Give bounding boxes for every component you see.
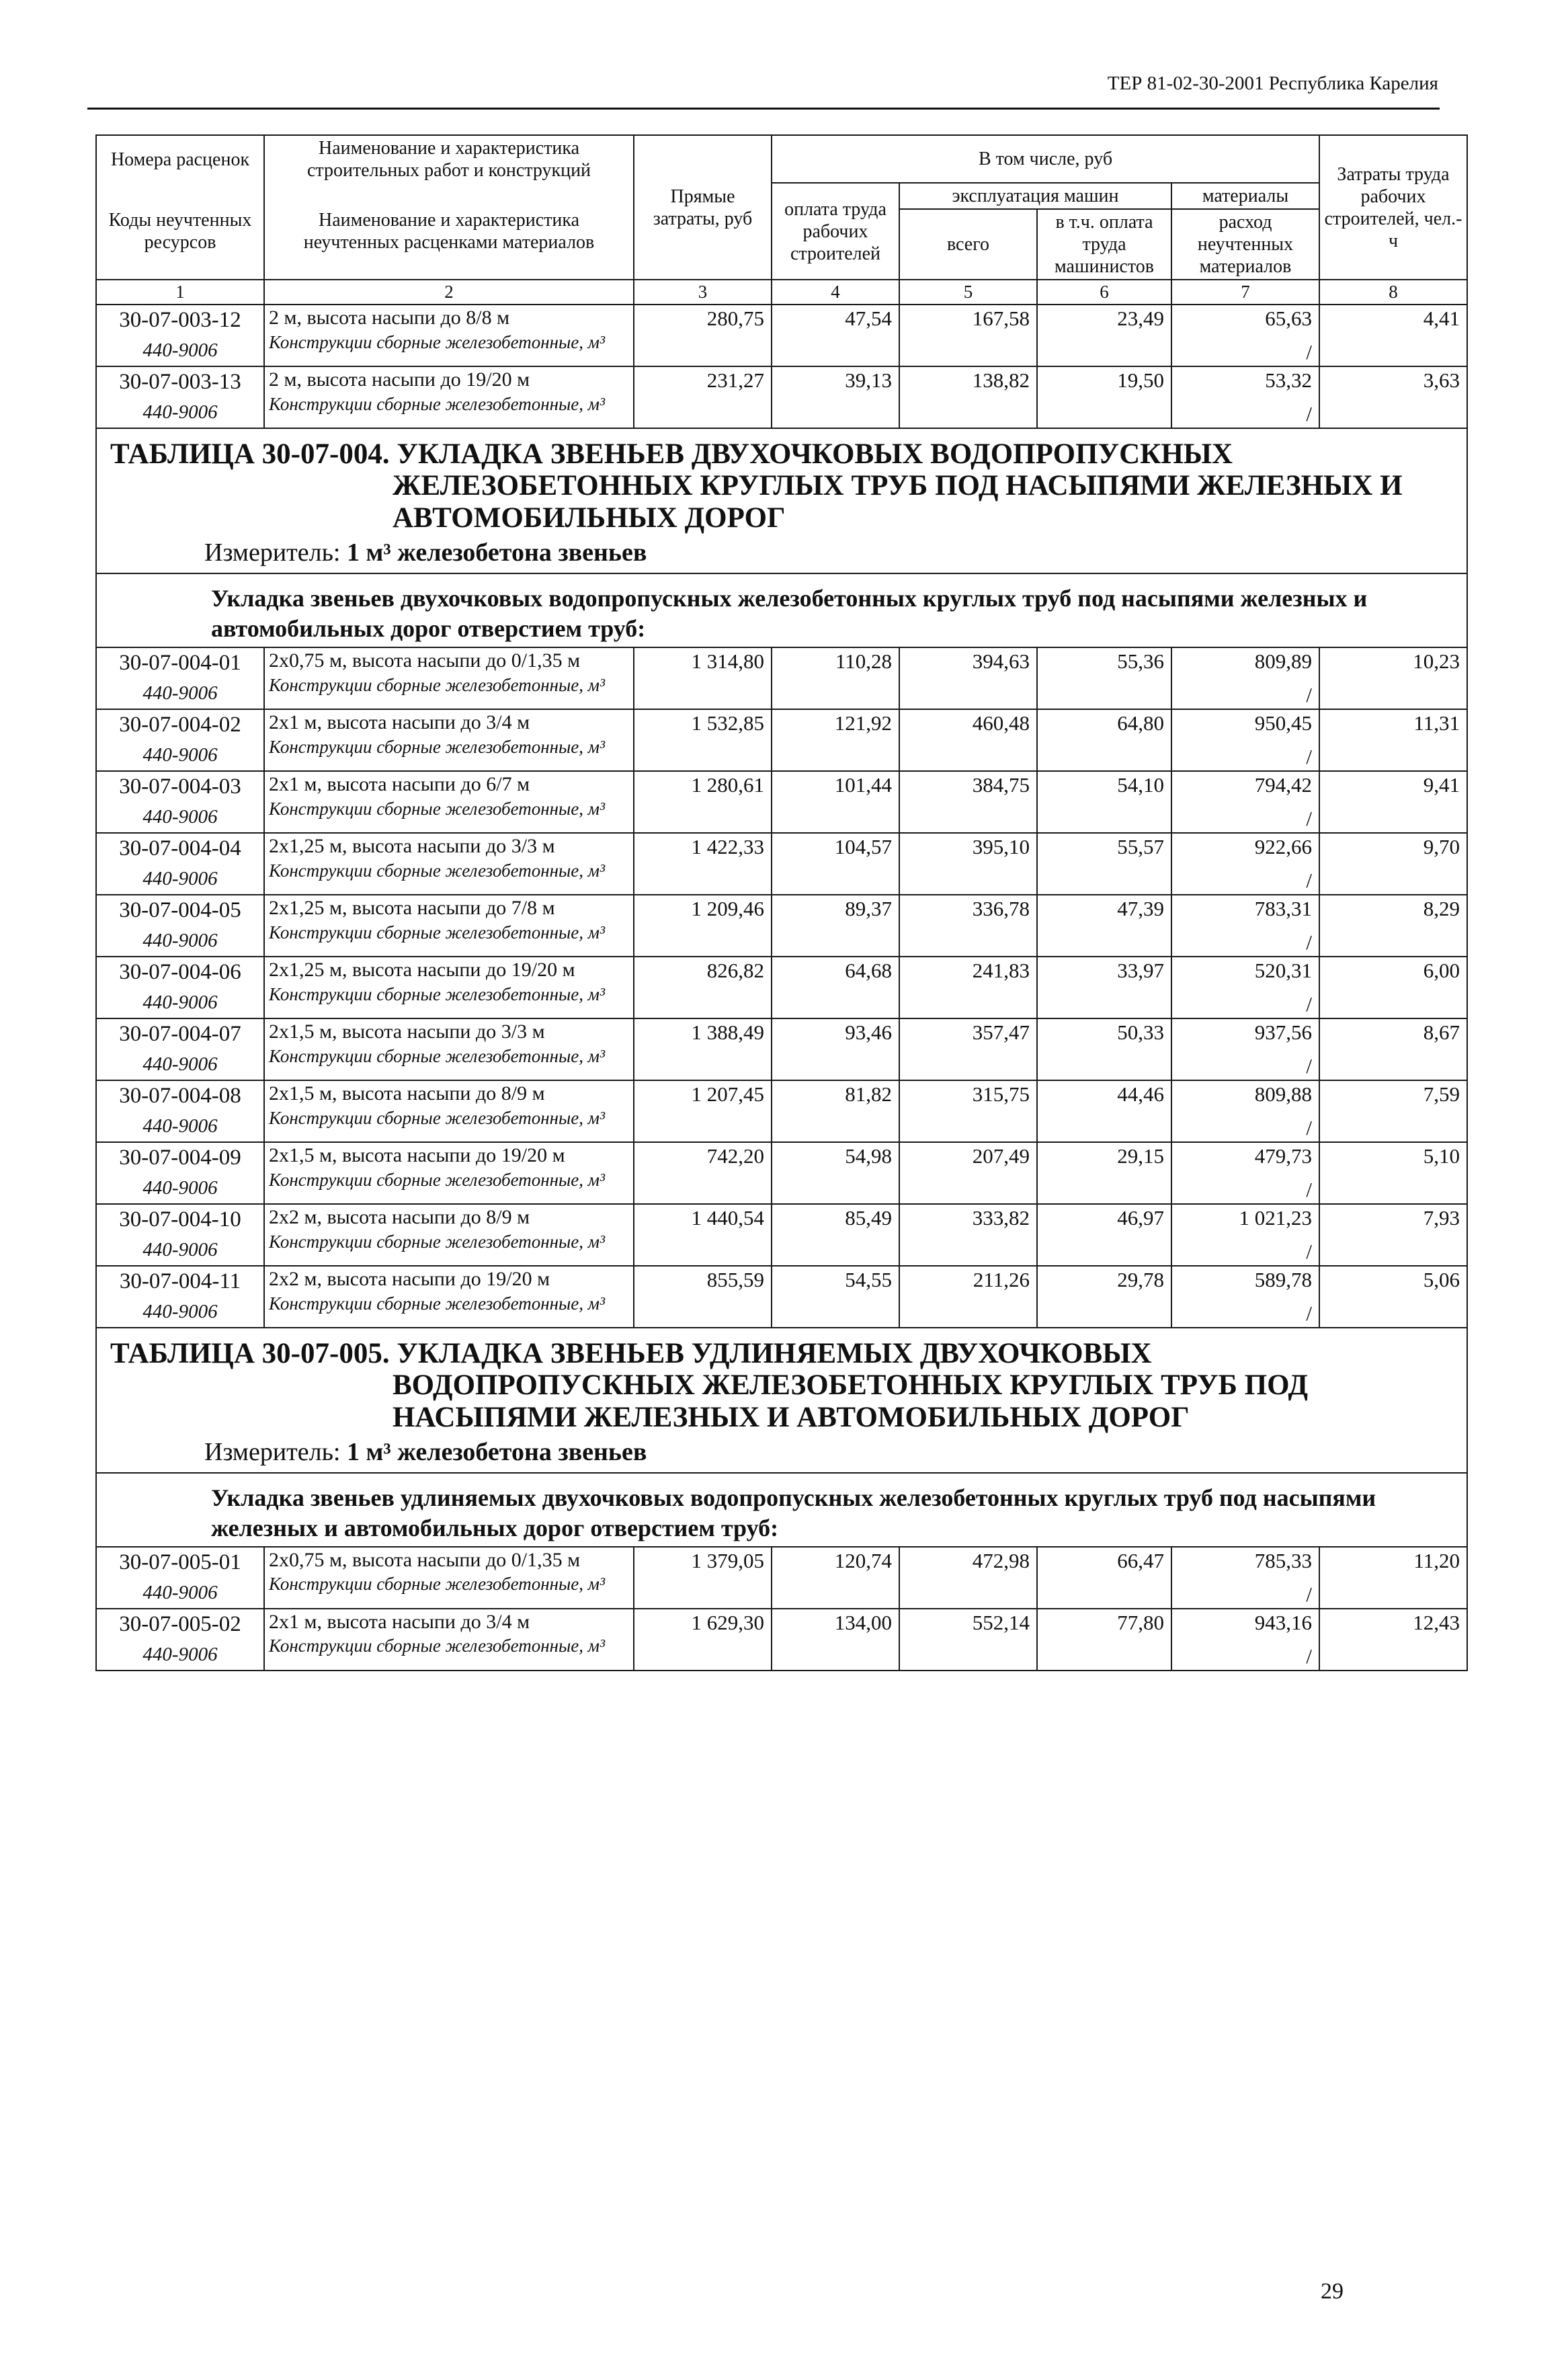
value-labor: 93,46 bbox=[772, 1018, 899, 1080]
work-cell bbox=[264, 1080, 634, 1142]
material-code: 440-9006 bbox=[142, 1053, 218, 1076]
work-cell bbox=[264, 957, 634, 1018]
value-hours: 9,41 bbox=[1319, 771, 1467, 833]
value-mat: 65,63 bbox=[1265, 307, 1313, 331]
material-code: 440-9006 bbox=[142, 1239, 218, 1261]
rate-code: 30-07-004-03 bbox=[119, 774, 241, 799]
value-labor: 104,57 bbox=[772, 833, 899, 895]
material-code: 440-9006 bbox=[142, 401, 218, 424]
rate-code: 30-07-003-12 bbox=[119, 308, 241, 333]
value-direct: 1 207,45 bbox=[634, 1080, 772, 1142]
rate-code-cell bbox=[96, 833, 264, 895]
material-code: 440-9006 bbox=[142, 1581, 218, 1603]
column-number: 5 bbox=[899, 280, 1037, 305]
material-unit: / bbox=[1306, 1240, 1313, 1264]
value-hours: 11,31 bbox=[1319, 709, 1467, 771]
rate-code: 30-07-004-10 bbox=[119, 1207, 241, 1232]
material-name: Конструкции сборные железобетонные, м³ bbox=[269, 1231, 606, 1252]
table-005-meter-prefix: Измеритель: bbox=[204, 1437, 341, 1466]
table-004-section: Укладка звеньев двухочковых водопропускных железобетонных круглых труб под насыпями железных и автомобильных дорог отверстием труб: bbox=[96, 573, 1467, 647]
material-code: 440-9006 bbox=[142, 1177, 218, 1199]
value-direct: 1 422,33 bbox=[634, 833, 772, 895]
col-labor: оплата труда рабочих строителей bbox=[772, 183, 899, 280]
value-mach_labor: 50,33 bbox=[1037, 1018, 1171, 1080]
col-mat-usage: расход неучтенных материалов bbox=[1171, 209, 1319, 280]
material-name: Конструкции сборные железобетонные, м³ bbox=[269, 393, 606, 414]
rate-code-cell bbox=[96, 1609, 264, 1671]
value-mach_labor: 29,15 bbox=[1037, 1142, 1171, 1204]
rate-code: 30-07-004-06 bbox=[119, 960, 241, 985]
materials-cell bbox=[1171, 833, 1319, 895]
value-mat: 520,31 bbox=[1254, 959, 1313, 983]
materials-cell bbox=[1171, 895, 1319, 957]
value-labor: 64,68 bbox=[772, 957, 899, 1018]
table-004-meter-prefix: Измеритель: bbox=[204, 538, 341, 567]
table-005-label: ТАБЛИЦА 30-07-005. bbox=[110, 1338, 390, 1370]
table-row bbox=[96, 1080, 1467, 1142]
material-unit: / bbox=[1306, 930, 1313, 955]
value-hours: 12,43 bbox=[1319, 1609, 1467, 1671]
col-machines: эксплуатация машин bbox=[899, 183, 1171, 209]
work-description: 2x1,25 м, высота насыпи до 3/3 м bbox=[269, 835, 555, 858]
value-hours: 10,23 bbox=[1319, 647, 1467, 709]
materials-cell bbox=[1171, 647, 1319, 709]
material-name: Конструкции сборные железобетонные, м³ bbox=[269, 1045, 606, 1066]
material-name: Конструкции сборные железобетонные, м³ bbox=[269, 736, 606, 757]
value-direct: 1 629,30 bbox=[634, 1609, 772, 1671]
rate-code: 30-07-005-02 bbox=[119, 1611, 241, 1636]
work-cell bbox=[264, 366, 634, 428]
value-labor: 81,82 bbox=[772, 1080, 899, 1142]
table-005-section: Укладка звеньев удлиняемых двухочковых водопропускных железобетонных круглых труб под насыпями железных и автомобильных дорог отверстием труб: bbox=[96, 1473, 1467, 1547]
table-row bbox=[96, 1547, 1467, 1609]
work-description: 2x2 м, высота насыпи до 19/20 м bbox=[269, 1268, 550, 1291]
value-mach_labor: 46,97 bbox=[1037, 1204, 1171, 1266]
value-hours: 7,59 bbox=[1319, 1080, 1467, 1142]
work-description: 2x1,5 м, высота насыпи до 19/20 м bbox=[269, 1144, 565, 1167]
value-mach: 336,78 bbox=[899, 895, 1037, 957]
value-hours: 7,93 bbox=[1319, 1204, 1467, 1266]
value-hours: 8,29 bbox=[1319, 895, 1467, 957]
work-cell bbox=[264, 1266, 634, 1328]
materials-cell bbox=[1171, 1142, 1319, 1204]
material-unit: / bbox=[1306, 992, 1313, 1016]
column-number: 8 bbox=[1319, 280, 1467, 305]
work-cell bbox=[264, 647, 634, 709]
work-cell bbox=[264, 1609, 634, 1671]
materials-cell bbox=[1171, 305, 1319, 366]
rate-code: 30-07-004-01 bbox=[119, 651, 241, 676]
work-cell bbox=[264, 833, 634, 895]
col-codes-bottom: Коды неучтенных ресурсов bbox=[96, 183, 264, 280]
material-code: 440-9006 bbox=[142, 806, 218, 828]
material-code: 440-9006 bbox=[142, 992, 218, 1014]
value-mach: 315,75 bbox=[899, 1080, 1037, 1142]
column-numbers-row bbox=[96, 280, 1467, 305]
value-hours: 5,10 bbox=[1319, 1142, 1467, 1204]
value-direct: 1 280,61 bbox=[634, 771, 772, 833]
table-004-rows bbox=[96, 647, 1467, 1328]
page-number: 29 bbox=[1321, 2279, 1344, 2304]
table-row bbox=[96, 647, 1467, 709]
rate-code-cell bbox=[96, 366, 264, 428]
table-row bbox=[96, 895, 1467, 957]
rates-table bbox=[95, 134, 1468, 1671]
material-name: Конструкции сборные железобетонные, м³ bbox=[269, 798, 606, 819]
table-005-title: УКЛАДКА ЗВЕНЬЕВ УДЛИНЯЕМЫХ ДВУХОЧКОВЫХ ВОДОПРОПУСКНЫХ ЖЕЛЕЗОБЕТОННЫХ КРУГЛЫХ ТРУБ ПОД НАСЫПЯМИ ЖЕЛЕЗНЫХ И АВТОМОБИЛЬНЫХ ДОРОГ bbox=[393, 1338, 1309, 1433]
value-mach: 384,75 bbox=[899, 771, 1037, 833]
value-mach: 357,47 bbox=[899, 1018, 1037, 1080]
value-direct: 1 209,46 bbox=[634, 895, 772, 957]
value-direct: 1 379,05 bbox=[634, 1547, 772, 1609]
value-mach: 472,98 bbox=[899, 1547, 1037, 1609]
work-description: 2 м, высота насыпи до 8/8 м bbox=[269, 307, 510, 329]
work-description: 2x1,25 м, высота насыпи до 19/20 м bbox=[269, 959, 575, 981]
value-mat: 943,16 bbox=[1254, 1610, 1313, 1634]
col-direct: Прямые затраты, руб bbox=[634, 135, 772, 280]
value-direct: 855,59 bbox=[634, 1266, 772, 1328]
value-labor: 89,37 bbox=[772, 895, 899, 957]
value-mat: 783,31 bbox=[1254, 897, 1313, 921]
value-mat: 937,56 bbox=[1254, 1020, 1313, 1045]
value-direct: 1 440,54 bbox=[634, 1204, 772, 1266]
work-description: 2 м, высота насыпи до 19/20 м bbox=[269, 368, 530, 391]
value-mach_labor: 77,80 bbox=[1037, 1609, 1171, 1671]
header-row-2 bbox=[96, 183, 1467, 209]
value-mat: 1 021,23 bbox=[1239, 1206, 1313, 1230]
work-cell bbox=[264, 709, 634, 771]
col-codes-top: Номера расценок bbox=[96, 135, 264, 183]
value-direct: 742,20 bbox=[634, 1142, 772, 1204]
value-mach: 207,49 bbox=[899, 1142, 1037, 1204]
value-mat: 479,73 bbox=[1254, 1144, 1313, 1168]
materials-cell bbox=[1171, 957, 1319, 1018]
col-mach-labor: в т.ч. оплата труда машинистов bbox=[1037, 209, 1171, 280]
work-cell bbox=[264, 1142, 634, 1204]
material-unit: / bbox=[1306, 1116, 1313, 1140]
value-mach: 211,26 bbox=[899, 1266, 1037, 1328]
material-name: Конструкции сборные железобетонные, м³ bbox=[269, 922, 606, 942]
value-labor: 54,55 bbox=[772, 1266, 899, 1328]
value-labor: 54,98 bbox=[772, 1142, 899, 1204]
rate-code-cell bbox=[96, 895, 264, 957]
rate-code-cell bbox=[96, 709, 264, 771]
table-row bbox=[96, 709, 1467, 771]
column-number: 6 bbox=[1037, 280, 1171, 305]
value-direct: 231,27 bbox=[634, 366, 772, 428]
rate-code: 30-07-004-08 bbox=[119, 1084, 241, 1109]
value-hours: 8,67 bbox=[1319, 1018, 1467, 1080]
rate-code: 30-07-004-11 bbox=[119, 1269, 241, 1294]
value-hours: 4,41 bbox=[1319, 305, 1467, 366]
table-row bbox=[96, 1266, 1467, 1328]
value-mach_labor: 23,49 bbox=[1037, 305, 1171, 366]
material-name: Конструкции сборные железобетонные, м³ bbox=[269, 1107, 606, 1128]
rate-code: 30-07-004-04 bbox=[119, 836, 241, 861]
work-description: 2x1,5 м, высота насыпи до 3/3 м bbox=[269, 1020, 545, 1043]
work-cell bbox=[264, 771, 634, 833]
material-name: Конструкции сборные железобетонные, м³ bbox=[269, 860, 606, 881]
table-004-section-row bbox=[96, 573, 1467, 647]
materials-cell bbox=[1171, 1547, 1319, 1609]
material-unit: / bbox=[1306, 1178, 1313, 1202]
material-unit: / bbox=[1306, 1301, 1313, 1326]
value-hours: 3,63 bbox=[1319, 366, 1467, 428]
rate-code-cell bbox=[96, 1204, 264, 1266]
material-name: Конструкции сборные железобетонные, м³ bbox=[269, 674, 606, 695]
material-unit: / bbox=[1306, 1054, 1313, 1078]
header-rule bbox=[87, 108, 1440, 110]
value-mach: 138,82 bbox=[899, 366, 1037, 428]
table-005-rows bbox=[96, 1547, 1467, 1671]
value-labor: 85,49 bbox=[772, 1204, 899, 1266]
value-mach_labor: 29,78 bbox=[1037, 1266, 1171, 1328]
materials-cell bbox=[1171, 366, 1319, 428]
value-mach_labor: 33,97 bbox=[1037, 957, 1171, 1018]
work-cell bbox=[264, 305, 634, 366]
material-unit: / bbox=[1306, 807, 1313, 831]
work-description: 2x1 м, высота насыпи до 3/4 м bbox=[269, 711, 530, 734]
col-work-bottom: Наименование и характеристика неучтенных расценками материалов bbox=[264, 183, 634, 280]
material-unit: / bbox=[1306, 340, 1313, 364]
work-description: 2x0,75 м, высота насыпи до 0/1,35 м bbox=[269, 649, 581, 672]
column-number: 2 bbox=[264, 280, 634, 305]
value-mach_labor: 44,46 bbox=[1037, 1080, 1171, 1142]
value-direct: 280,75 bbox=[634, 305, 772, 366]
materials-cell bbox=[1171, 1018, 1319, 1080]
value-mach_labor: 66,47 bbox=[1037, 1547, 1171, 1609]
table-005-title-cell bbox=[96, 1328, 1467, 1473]
work-cell bbox=[264, 1204, 634, 1266]
col-hours: Затраты труда рабочих строителей, чел.-ч bbox=[1319, 135, 1467, 280]
value-hours: 11,20 bbox=[1319, 1547, 1467, 1609]
rate-code-cell bbox=[96, 1142, 264, 1204]
table-004-meter-value: 1 м³ железобетона звеньев bbox=[347, 538, 647, 567]
rate-code-cell bbox=[96, 647, 264, 709]
material-code: 440-9006 bbox=[142, 1643, 218, 1665]
material-name: Конструкции сборные железобетонные, м³ bbox=[269, 1293, 606, 1314]
value-mach_labor: 64,80 bbox=[1037, 709, 1171, 771]
table-row bbox=[96, 1142, 1467, 1204]
table-005-section-row bbox=[96, 1473, 1467, 1547]
materials-cell bbox=[1171, 1266, 1319, 1328]
material-name: Конструкции сборные железобетонные, м³ bbox=[269, 983, 606, 1004]
value-mach: 241,83 bbox=[899, 957, 1037, 1018]
material-unit: / bbox=[1306, 1582, 1313, 1606]
material-code: 440-9006 bbox=[142, 1115, 218, 1137]
work-cell bbox=[264, 1547, 634, 1609]
column-number: 7 bbox=[1171, 280, 1319, 305]
table-row bbox=[96, 771, 1467, 833]
material-unit: / bbox=[1306, 745, 1313, 769]
rate-code: 30-07-004-02 bbox=[119, 713, 241, 737]
value-direct: 826,82 bbox=[634, 957, 772, 1018]
value-direct: 1 388,49 bbox=[634, 1018, 772, 1080]
material-unit: / bbox=[1306, 869, 1313, 893]
value-mach_labor: 47,39 bbox=[1037, 895, 1171, 957]
value-labor: 101,44 bbox=[772, 771, 899, 833]
value-labor: 110,28 bbox=[772, 647, 899, 709]
material-code: 440-9006 bbox=[142, 868, 218, 890]
rate-code: 30-07-003-13 bbox=[119, 370, 241, 395]
value-direct: 1 314,80 bbox=[634, 647, 772, 709]
value-hours: 6,00 bbox=[1319, 957, 1467, 1018]
value-mach: 333,82 bbox=[899, 1204, 1037, 1266]
table-row bbox=[96, 1609, 1467, 1671]
value-mach: 395,10 bbox=[899, 833, 1037, 895]
rate-code-cell bbox=[96, 1547, 264, 1609]
table-004-label: ТАБЛИЦА 30-07-004. bbox=[110, 438, 390, 471]
value-mat: 53,32 bbox=[1265, 368, 1313, 393]
value-mach: 394,63 bbox=[899, 647, 1037, 709]
value-mat: 785,33 bbox=[1254, 1548, 1313, 1572]
value-mat: 589,78 bbox=[1254, 1268, 1313, 1292]
materials-cell bbox=[1171, 709, 1319, 771]
value-mat: 809,89 bbox=[1254, 649, 1313, 674]
material-unit: / bbox=[1306, 402, 1313, 426]
table-row bbox=[96, 833, 1467, 895]
rate-code-cell bbox=[96, 1018, 264, 1080]
material-code: 440-9006 bbox=[142, 339, 218, 362]
col-mach-total: всего bbox=[899, 209, 1037, 280]
table-005-meter-value: 1 м³ железобетона звеньев bbox=[347, 1437, 647, 1466]
work-cell bbox=[264, 1018, 634, 1080]
table-005-title-row bbox=[96, 1328, 1467, 1473]
value-direct: 1 532,85 bbox=[634, 709, 772, 771]
value-mat: 950,45 bbox=[1254, 711, 1313, 735]
table-row bbox=[96, 305, 1467, 366]
value-labor: 121,92 bbox=[772, 709, 899, 771]
table-row bbox=[96, 366, 1467, 428]
value-hours: 9,70 bbox=[1319, 833, 1467, 895]
material-code: 440-9006 bbox=[142, 682, 218, 705]
value-mach_labor: 55,36 bbox=[1037, 647, 1171, 709]
value-mach_labor: 55,57 bbox=[1037, 833, 1171, 895]
running-header: ТЕР 81-02-30-2001 Республика Карелия bbox=[1107, 73, 1438, 94]
value-mach: 460,48 bbox=[899, 709, 1037, 771]
table-003-rows bbox=[96, 305, 1467, 428]
col-in-total: В том числе, руб bbox=[772, 135, 1319, 183]
material-unit: / bbox=[1306, 683, 1313, 707]
material-unit: / bbox=[1306, 1644, 1313, 1668]
value-labor: 39,13 bbox=[772, 366, 899, 428]
material-name: Конструкции сборные железобетонные, м³ bbox=[269, 1636, 606, 1656]
rate-code-cell bbox=[96, 771, 264, 833]
material-name: Конструкции сборные железобетонные, м³ bbox=[269, 1574, 606, 1595]
rate-code: 30-07-004-07 bbox=[119, 1022, 241, 1047]
value-mach: 552,14 bbox=[899, 1609, 1037, 1671]
value-labor: 120,74 bbox=[772, 1547, 899, 1609]
table-004-title-cell bbox=[96, 428, 1467, 573]
value-hours: 5,06 bbox=[1319, 1266, 1467, 1328]
rate-code-cell bbox=[96, 957, 264, 1018]
rate-code-cell bbox=[96, 1080, 264, 1142]
column-number: 4 bbox=[772, 280, 899, 305]
work-description: 2x1,5 м, высота насыпи до 8/9 м bbox=[269, 1082, 545, 1105]
material-code: 440-9006 bbox=[142, 744, 218, 766]
value-labor: 47,54 bbox=[772, 305, 899, 366]
materials-cell bbox=[1171, 1080, 1319, 1142]
column-number: 1 bbox=[96, 280, 264, 305]
col-materials: материалы bbox=[1171, 183, 1319, 209]
rate-code: 30-07-005-01 bbox=[119, 1550, 241, 1574]
materials-cell bbox=[1171, 771, 1319, 833]
value-mat: 809,88 bbox=[1254, 1082, 1313, 1107]
material-code: 440-9006 bbox=[142, 930, 218, 952]
table-004-title: УКЛАДКА ЗВЕНЬЕВ ДВУХОЧКОВЫХ ВОДОПРОПУСКНЫХ ЖЕЛЕЗОБЕТОННЫХ КРУГЛЫХ ТРУБ ПОД НАСЫПЯМИ ЖЕЛЕЗНЫХ И АВТОМОБИЛЬНЫХ ДОРОГ bbox=[393, 438, 1403, 534]
work-description: 2x0,75 м, высота насыпи до 0/1,35 м bbox=[269, 1548, 581, 1571]
rate-code-cell bbox=[96, 305, 264, 366]
material-code: 440-9006 bbox=[142, 1301, 218, 1323]
table-row bbox=[96, 1018, 1467, 1080]
value-labor: 134,00 bbox=[772, 1609, 899, 1671]
col-work-top: Наименование и характеристика строительных работ и конструкций bbox=[264, 135, 634, 183]
materials-cell bbox=[1171, 1609, 1319, 1671]
value-mat: 794,42 bbox=[1254, 773, 1313, 797]
value-mach_labor: 54,10 bbox=[1037, 771, 1171, 833]
rate-code-cell bbox=[96, 1266, 264, 1328]
value-mach: 167,58 bbox=[899, 305, 1037, 366]
rate-code: 30-07-004-05 bbox=[119, 898, 241, 923]
work-description: 2x1 м, высота насыпи до 6/7 м bbox=[269, 773, 530, 796]
work-description: 2x2 м, высота насыпи до 8/9 м bbox=[269, 1206, 530, 1229]
value-mat: 922,66 bbox=[1254, 835, 1313, 859]
table-row bbox=[96, 1204, 1467, 1266]
work-description: 2x1 м, высота насыпи до 3/4 м bbox=[269, 1610, 530, 1633]
table-row bbox=[96, 957, 1467, 1018]
material-name: Конструкции сборные железобетонные, м³ bbox=[269, 331, 606, 352]
table-004-title-row bbox=[96, 428, 1467, 573]
rate-code: 30-07-004-09 bbox=[119, 1146, 241, 1170]
work-cell bbox=[264, 895, 634, 957]
materials-cell bbox=[1171, 1204, 1319, 1266]
work-description: 2x1,25 м, высота насыпи до 7/8 м bbox=[269, 897, 555, 920]
header-row-1 bbox=[96, 135, 1467, 183]
value-mach_labor: 19,50 bbox=[1037, 366, 1171, 428]
column-number: 3 bbox=[634, 280, 772, 305]
material-name: Конструкции сборные железобетонные, м³ bbox=[269, 1169, 606, 1190]
